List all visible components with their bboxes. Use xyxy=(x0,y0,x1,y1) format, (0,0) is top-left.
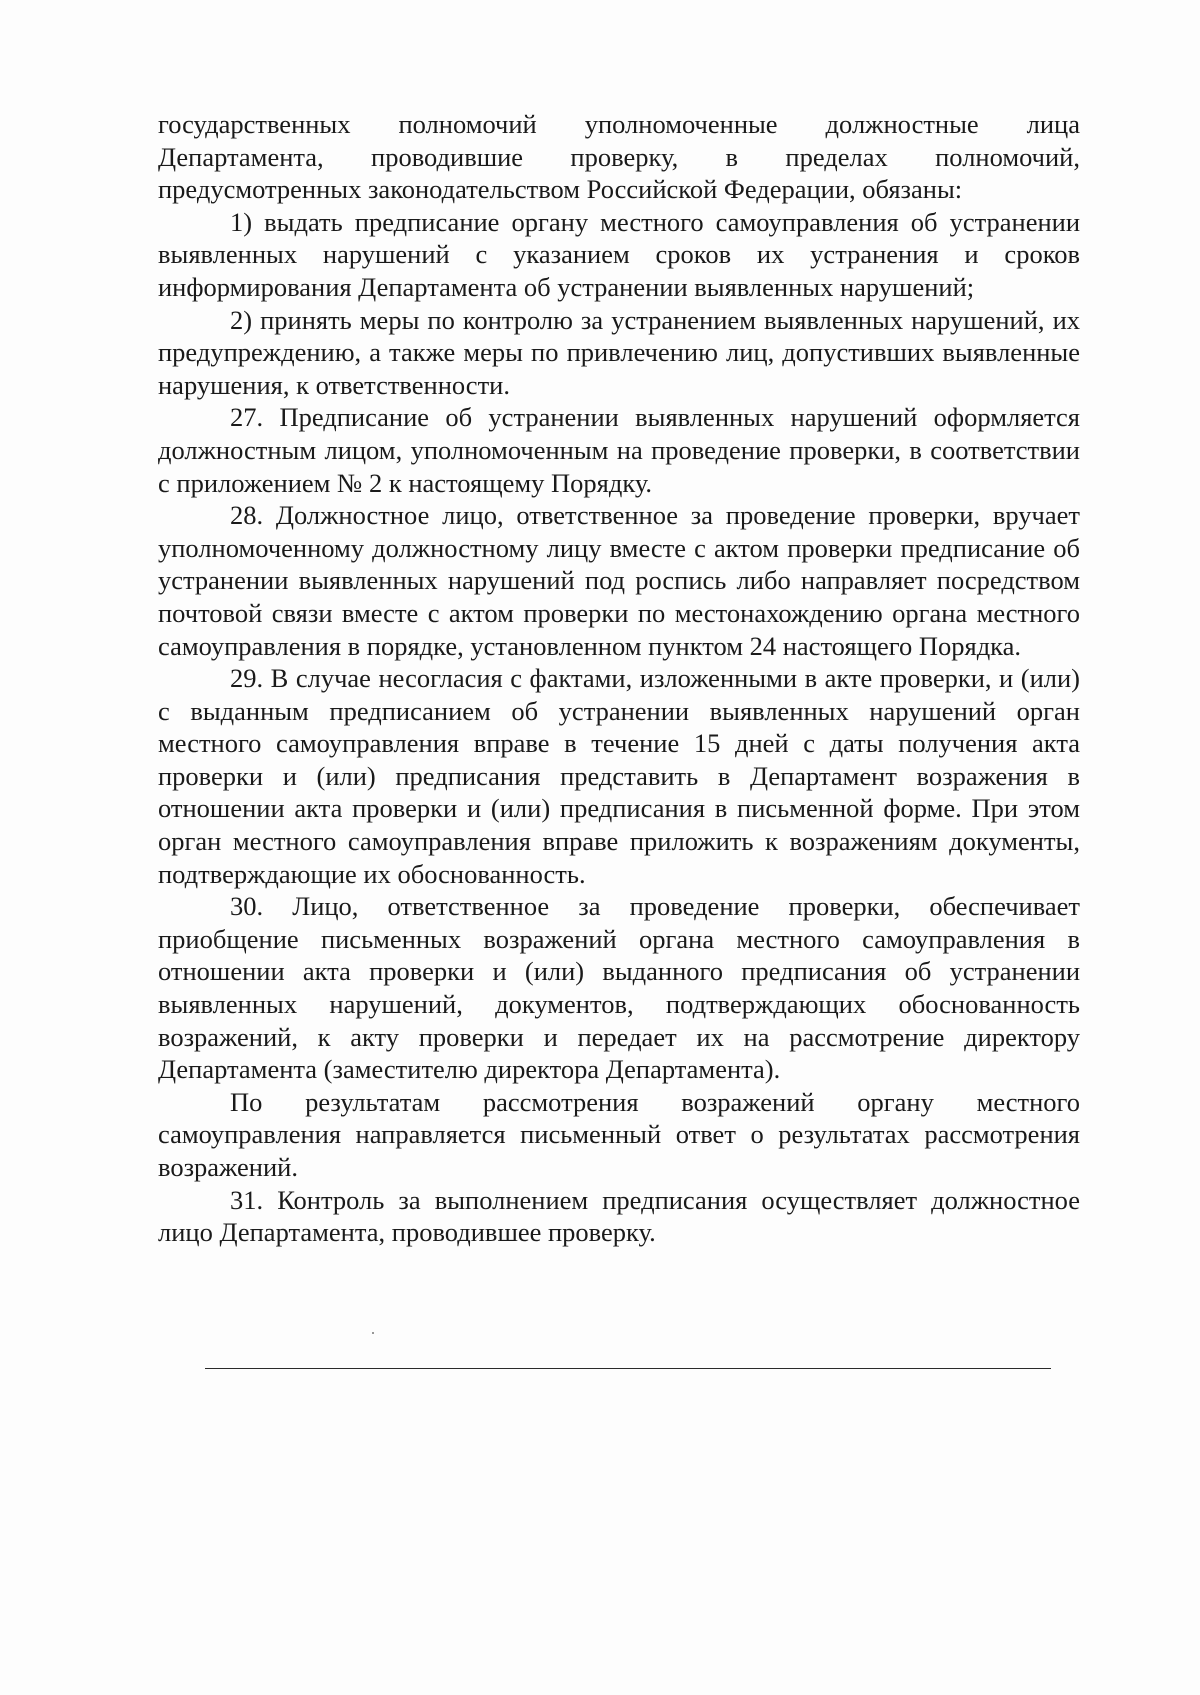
end-of-document-rule xyxy=(205,1368,1051,1369)
paragraph-continuation: государственных полномочий уполномоченные должностные лица Департамента, проводившие проверку, в пределах полномочий, предусмотренных законодательством Российской Федерации, обязаны: xyxy=(158,109,1080,205)
paragraph-item-1: 1) выдать предписание органу местного самоуправления об устранении выявленных нарушений с указанием сроков их устранения и сроков информирования Департамента об устранении выявленных нарушений; xyxy=(158,206,1080,302)
scan-speck xyxy=(372,1332,374,1334)
paragraph-29: 29. В случае несогласия с фактами, изложенными в акте проверки, и (или) с выданным предписанием об устранении выявленных нарушений орган местного самоуправления вправе в течение 15 дней с даты получения акта проверки и (или) предписания представить в Департамент возражения в отношении акта проверки и (или) предписания в письменной форме. При этом орган местного самоуправления вправе приложить к возражениям документы, подтверждающие их обоснованность. xyxy=(158,663,1080,889)
paragraph-28: 28. Должностное лицо, ответственное за проведение проверки, вручает уполномоченному должностному лицу вместе с актом проверки предписание об устранении выявленных нарушений под роспись либо направляет посредством почтовой связи вместе с актом проверки по местонахождению органа местного самоуправления в порядке, установленном пунктом 24 настоящего Порядка. xyxy=(158,500,1080,661)
paragraph-item-2: 2) принять меры по контролю за устранением выявленных нарушений, их предупреждению, а также меры по привлечению лиц, допустивших выявленные нарушения, к ответственности. xyxy=(158,304,1080,400)
paragraph-30: 30. Лицо, ответственное за проведение проверки, обеспечивает приобщение письменных возражений органа местного самоуправления в отношении акта проверки и (или) выданного предписания об устранении выявленных нарушений, документов, подтверждающих обоснованность возражений, к акту проверки и передает их на рассмотрение директору Департамента (заместителю директора Департамента). xyxy=(158,891,1080,1085)
paragraph-31: 31. Контроль за выполнением предписания осуществляет должностное лицо Департамента, проводившее проверку. xyxy=(158,1184,1080,1248)
paragraph-27: 27. Предписание об устранении выявленных нарушений оформляется должностным лицом, уполномоченным на проведение проверки, в соответствии с приложением № 2 к настоящему Порядку. xyxy=(158,402,1080,498)
paragraph-30-results: По результатам рассмотрения возражений органу местного самоуправления направляется письменный ответ о результатах рассмотрения возражений. xyxy=(158,1086,1080,1182)
document-body xyxy=(158,108,1080,1249)
